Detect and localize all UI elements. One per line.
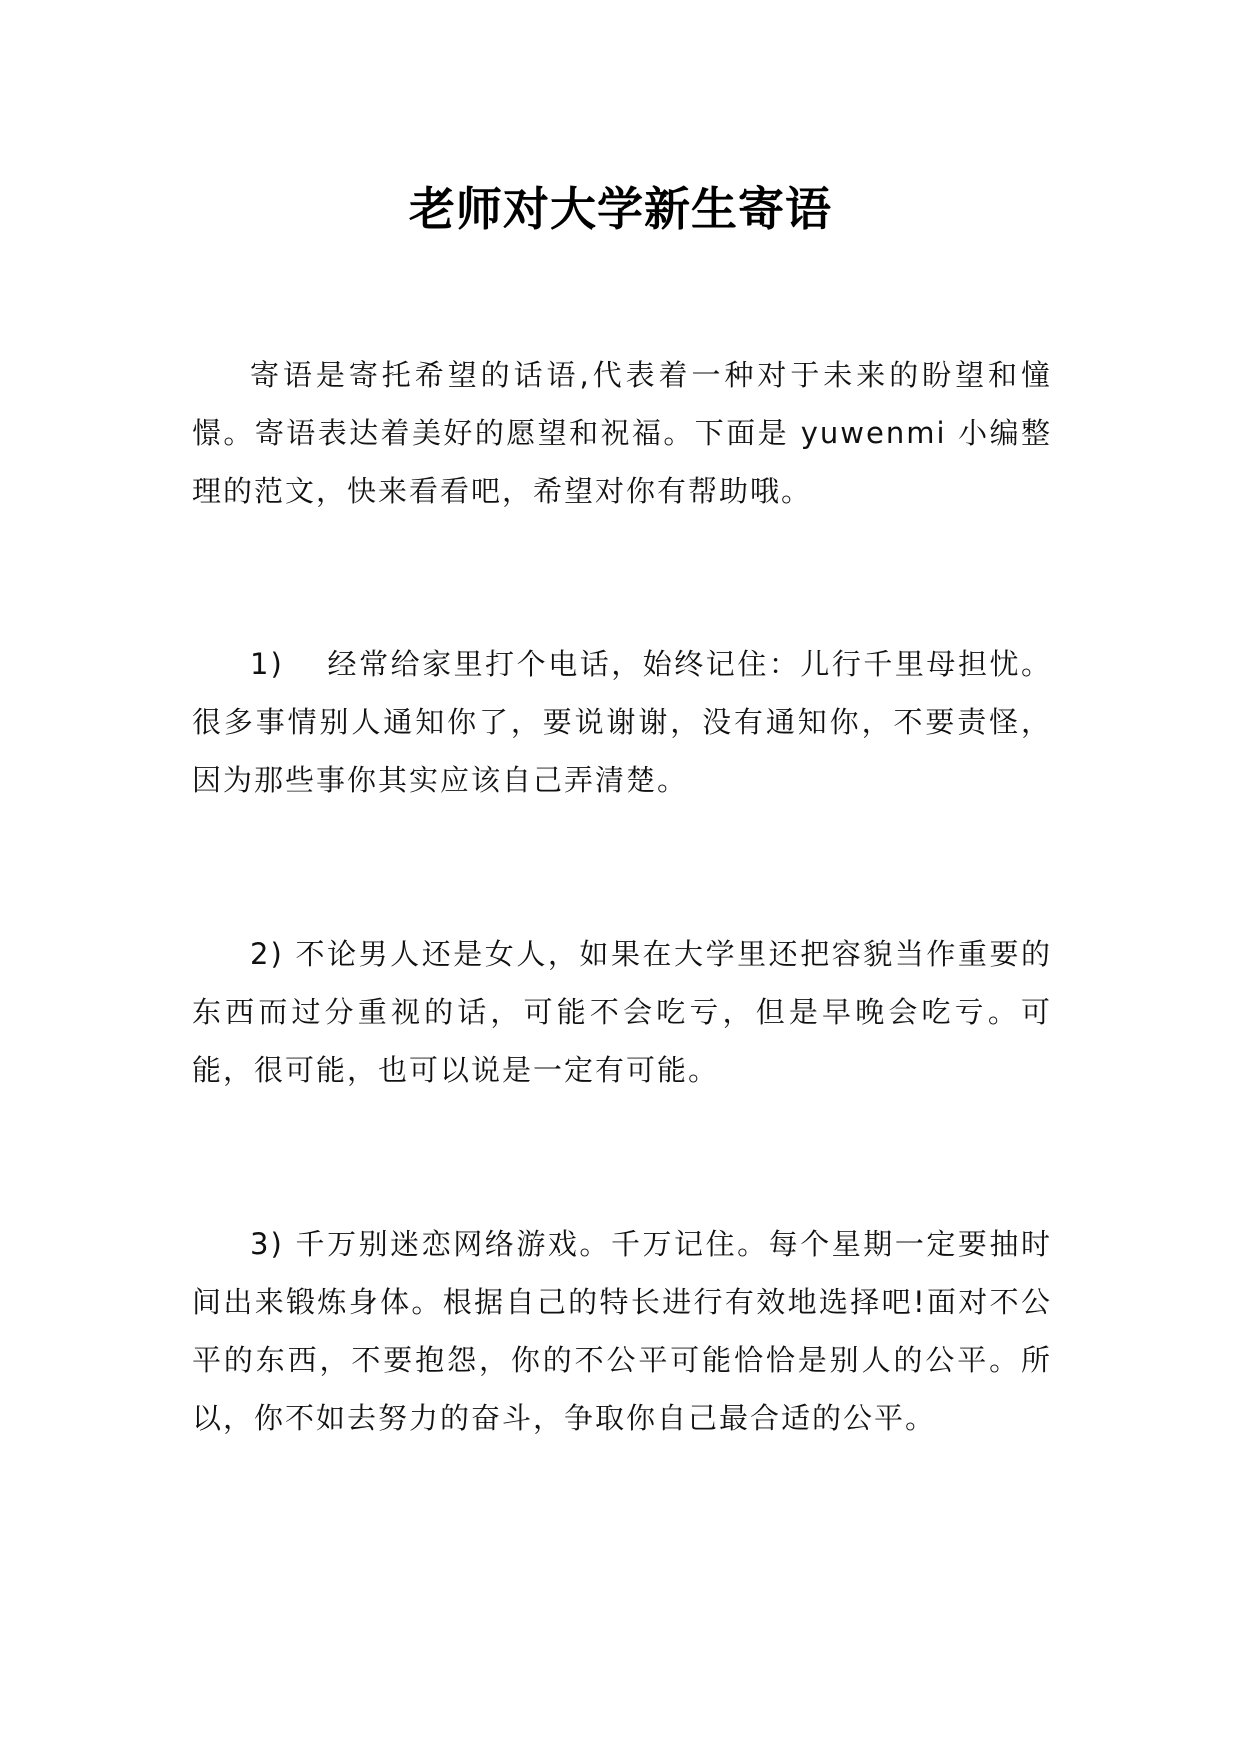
- document-title: 老师对大学新生寄语: [409, 181, 832, 236]
- advice-paragraph-1: 1) 经常给家里打个电话，始终记住：儿行千里母担忧。很多事情别人通知你了，要说谢谢，没有通知你，不要责怪，因为那些事你其实应该自己弄清楚。: [192, 647, 1052, 797]
- advice-paragraph-3: 3) 千万别迷恋网络游戏。千万记住。每个星期一定要抽时间出来锻炼身体。根据自己的特长进行有效地选择吧!面对不公平的东西，不要抱怨，你的不公平可能恰恰是别人的公平。所以，你不如去努力的奋斗，争取你自己最合适的公平。: [192, 1227, 1052, 1435]
- intro-paragraph: 寄语是寄托希望的话语,代表着一种对于未来的盼望和憧憬。寄语表达着美好的愿望和祝福。下面是 yuwenmi 小编整理的范文，快来看看吧，希望对你有帮助哦。: [192, 358, 1052, 508]
- advice-paragraph-2: 2) 不论男人还是女人，如果在大学里还把容貌当作重要的东西而过分重视的话，可能不会吃亏，但是早晚会吃亏。可能，很可能，也可以说是一定有可能。: [192, 937, 1052, 1087]
